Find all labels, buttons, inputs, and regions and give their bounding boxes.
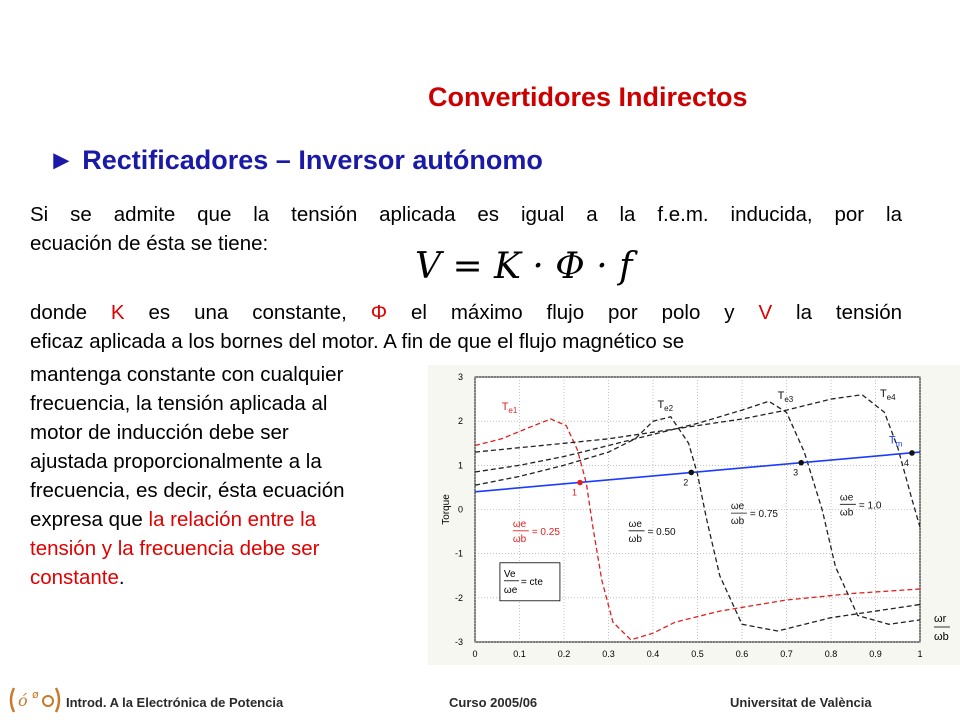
y-tick-label: 1: [457, 460, 463, 471]
highlight-text: la relación entre la: [148, 508, 317, 531]
y-axis-label: Torque: [441, 494, 452, 525]
y-tick-label: 2: [457, 416, 463, 427]
series-label: $T_{e4}$: [879, 387, 896, 402]
section-heading: ► Rectificadores – Inversor autónomo: [48, 145, 543, 175]
x-tick-label: 0.8: [824, 649, 838, 659]
ratio-numerator: ωe: [628, 518, 642, 530]
ratio-numerator: ωe: [730, 501, 745, 513]
x-axis-numerator: ωr: [934, 613, 947, 625]
x-axis-denominator: ωb: [934, 631, 949, 643]
x-tick-label: 0.2: [557, 649, 571, 659]
text-line: ajustada proporcionalmente a la: [30, 450, 322, 473]
highlight-text: constante: [30, 566, 119, 589]
text-line: frecuencia, es decir, ésta ecuación: [30, 479, 345, 502]
ratio-numerator: ωe: [839, 492, 854, 504]
phi-symbol: Φ: [370, 301, 388, 324]
series-label: $T_{e2}$: [657, 398, 674, 413]
ratio-denominator: ωb: [512, 533, 527, 545]
text-line: [30, 563, 450, 592]
series-label: $T_{e3}$: [777, 390, 794, 405]
slide-title: Convertidores Indirectos: [428, 82, 748, 112]
x-tick-label: 0.5: [691, 649, 704, 659]
ve-value: = cte: [520, 576, 543, 588]
chart-svg: [428, 365, 960, 665]
ratio-denominator: ωb: [730, 516, 745, 528]
operating-point: [909, 450, 915, 456]
x-tick-label: 0: [472, 649, 478, 659]
y-tick-label: -3: [454, 637, 463, 647]
ratio-numerator: ωe: [512, 518, 527, 530]
operating-point: [798, 460, 804, 466]
ratio-value: = 0.75: [749, 509, 778, 521]
operating-point-label: 3: [793, 467, 799, 478]
footer-year: Curso 2005/06: [449, 695, 538, 710]
footer-university: Universitat de València: [730, 695, 872, 710]
operating-point: [688, 470, 694, 476]
x-tick-label: 0.4: [646, 649, 660, 659]
ve-numerator: Ve: [503, 568, 516, 580]
footer-course-name: Introd. A la Electrónica de Potencia: [66, 695, 284, 710]
text: el máximo flujo por polo y: [387, 301, 759, 324]
operating-point-label: 1: [572, 487, 578, 498]
ratio-denominator: ωb: [628, 533, 642, 545]
text-line: mantenga constante con cualquier: [30, 363, 344, 386]
operating-point: [577, 480, 583, 486]
ve-denominator: ωe: [503, 584, 518, 596]
tm-label: $T_m$: [888, 434, 903, 449]
text: donde: [30, 301, 111, 324]
text: la tensión: [772, 301, 903, 324]
y-tick-label: -1: [454, 548, 463, 559]
text-line: [30, 505, 450, 534]
text: expresa que: [30, 508, 149, 531]
paragraph-1-line-2: ecuación de ésta se tiene:: [30, 232, 269, 255]
k-symbol: K: [110, 301, 125, 324]
x-tick-label: 0.6: [735, 649, 749, 659]
voltage-formula: V = K · Φ · f: [415, 246, 633, 287]
svg-text:ó: ó: [18, 691, 28, 710]
torque-speed-chart: [428, 365, 960, 665]
ratio-value: = 0.50: [647, 526, 676, 538]
x-tick-label: 1: [917, 649, 923, 659]
operating-point-label: 4: [903, 457, 910, 468]
y-tick-label: 3: [457, 372, 463, 382]
text-line: motor de inducción debe ser: [30, 421, 289, 444]
text: es una constante,: [124, 301, 371, 324]
x-tick-label: 0.7: [780, 649, 793, 659]
y-tick-label: -2: [454, 592, 463, 603]
text-line: frecuencia, la tensión aplicada al: [30, 392, 328, 415]
text: .: [118, 566, 125, 589]
ratio-value: = 0.25: [531, 526, 560, 538]
x-tick-label: 0.3: [602, 649, 615, 659]
ratio-denominator: ωb: [839, 507, 854, 519]
series-label: $T_{e1}$: [501, 401, 518, 416]
paragraph-2-line-1: [30, 298, 902, 327]
university-logo-icon: [6, 684, 62, 716]
x-tick-label: 0.1: [513, 649, 526, 659]
x-tick-label: 0.9: [869, 649, 882, 659]
paragraph-2-line-2: eficaz aplicada a los bornes del motor. A fin de que el flujo magnético se: [30, 330, 685, 353]
ratio-value: = 1.0: [858, 500, 882, 512]
svg-text:ø: ø: [32, 688, 39, 701]
left-column-text: [30, 360, 450, 592]
operating-point-label: 2: [683, 477, 689, 488]
paragraph-1-line-1: Si se admite que la tensión aplicada es igual a la f.e.m. inducida, por la: [30, 203, 902, 226]
v-symbol: V: [758, 301, 773, 324]
highlight-text: tensión y la frecuencia debe ser: [30, 537, 320, 560]
y-tick-label: 0: [457, 504, 463, 515]
